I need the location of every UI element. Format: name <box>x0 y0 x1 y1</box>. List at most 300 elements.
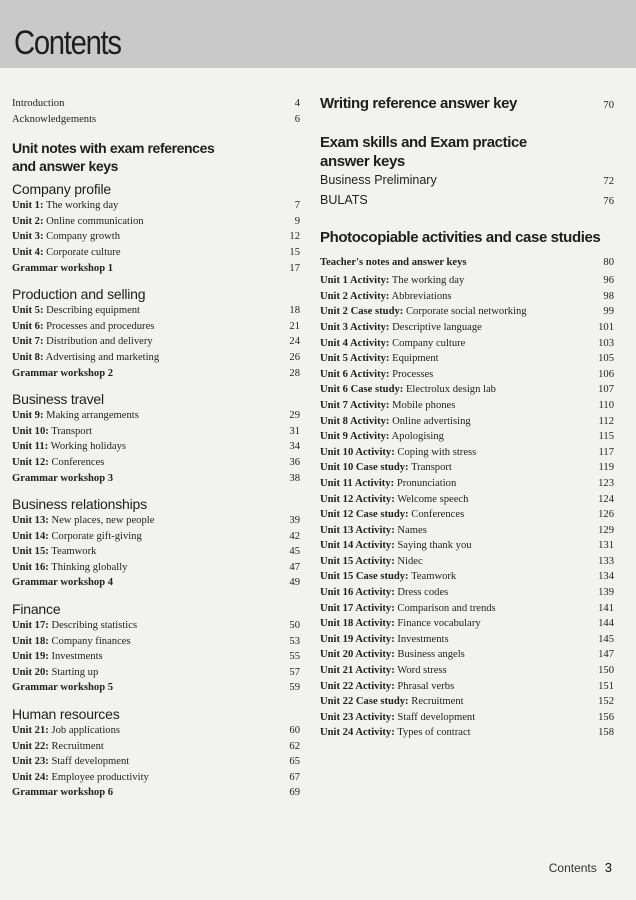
entry-label <box>12 649 103 665</box>
toc-entry[interactable] <box>320 289 614 305</box>
toc-entry[interactable] <box>320 523 614 539</box>
toc-entry-grammar-workshop[interactable] <box>12 575 300 591</box>
entry-title: Corporate gift-giving <box>51 530 142 542</box>
unit-number: Unit 7: <box>12 336 44 348</box>
entry-page: 4 <box>294 98 300 109</box>
heading-line: Unit notes with exam references <box>12 140 215 157</box>
entry-label <box>12 529 142 545</box>
toc-entry[interactable] <box>12 198 300 214</box>
unit-number: Unit 12: <box>12 456 49 468</box>
toc-entry[interactable] <box>12 634 300 650</box>
toc-entry[interactable] <box>12 319 300 335</box>
entry-title: Company finances <box>51 635 131 647</box>
entry-page: 24 <box>289 336 300 348</box>
entry-page: 106 <box>598 368 614 380</box>
toc-entry-grammar-workshop[interactable] <box>12 261 300 277</box>
toc-entry[interactable] <box>12 439 300 455</box>
toc-entry[interactable] <box>320 304 614 320</box>
entry-label <box>12 634 131 650</box>
toc-entry[interactable] <box>320 320 614 336</box>
entry-label <box>12 439 126 455</box>
entry-label <box>320 710 475 726</box>
entry-page: 117 <box>598 446 614 458</box>
entry-title: Transport <box>51 425 93 437</box>
unit-activity-label: Unit 17 Activity: <box>320 602 395 614</box>
toc-entry[interactable] <box>320 398 614 414</box>
entry-label <box>320 382 496 398</box>
unit-number: Unit 8: <box>12 351 44 363</box>
entry-title: New places, new people <box>51 515 155 527</box>
entry-label <box>12 665 98 681</box>
toc-entry[interactable] <box>320 694 614 710</box>
unit-number: Unit 6: <box>12 320 44 332</box>
unit-activity-label: Unit 4 Activity: <box>320 337 390 349</box>
entry-label <box>320 601 496 617</box>
unit-number: Unit 4: <box>12 246 44 258</box>
entry-title: Employee productivity <box>51 771 149 783</box>
entry-page: 115 <box>598 431 614 443</box>
entry-title: Staff development <box>397 711 476 723</box>
entry-title: Transport <box>411 462 452 474</box>
entry-page: 151 <box>598 680 614 692</box>
unit-number: Unit 3: <box>12 231 44 243</box>
entry-page: 112 <box>598 415 614 427</box>
entry-page: 80 <box>603 256 614 268</box>
unit-number: Unit 5: <box>12 305 44 317</box>
entry-label <box>12 303 140 319</box>
toc-entry[interactable] <box>320 725 614 741</box>
unit-activity-label: Unit 1 Activity: <box>320 275 390 287</box>
toc-entry[interactable] <box>320 554 614 570</box>
entry-page: 96 <box>603 275 614 287</box>
entry-page: 98 <box>603 290 614 302</box>
unit-group <box>12 705 300 801</box>
section-heading-exam <box>320 133 614 171</box>
entry-label <box>12 560 127 576</box>
toc-entry-writing-key[interactable] <box>320 94 614 114</box>
group-title: Business travel <box>12 391 104 408</box>
toc-entry[interactable] <box>12 214 300 230</box>
toc-entry[interactable] <box>12 529 300 545</box>
toc-entry[interactable] <box>12 245 300 261</box>
toc-entry[interactable] <box>320 632 614 648</box>
entry-title: Working holidays <box>50 441 127 453</box>
page-number: 3 <box>604 860 612 875</box>
entry-label <box>320 445 476 461</box>
unit-groups <box>12 175 300 801</box>
entry-label <box>320 554 423 570</box>
entry-title: Coping with stress <box>397 446 477 458</box>
entry-label <box>320 694 464 710</box>
entry-page: 49 <box>289 577 300 589</box>
entry-page: 69 <box>289 787 300 799</box>
toc-entry-teachers-notes[interactable] <box>320 255 614 271</box>
entry-page: 38 <box>289 472 300 484</box>
entry-page: 36 <box>289 456 300 468</box>
toc-entry[interactable] <box>12 723 300 739</box>
heading-line: answer keys <box>320 152 405 170</box>
entry-title: Corporate culture <box>46 246 121 258</box>
entry-label <box>12 513 154 529</box>
entry-page: 119 <box>598 462 614 474</box>
page-title: Contents <box>14 24 121 62</box>
entry-label: Acknowledgements <box>12 113 97 125</box>
entry-page: 45 <box>289 546 300 558</box>
toc-entry[interactable] <box>320 679 614 695</box>
unit-activity-label: Unit 18 Activity: <box>320 618 395 630</box>
entry-label <box>12 455 104 471</box>
unit-activity-label: Unit 22 Case study: <box>320 696 409 708</box>
unit-activity-label: Unit 15 Case study: <box>320 571 409 583</box>
unit-activity-label: Unit 23 Activity: <box>320 711 395 723</box>
toc-entry[interactable] <box>12 739 300 755</box>
entry-label <box>320 476 456 492</box>
entry-title: Conferences <box>51 456 105 468</box>
entry-label <box>320 429 444 445</box>
entry-title: Online communication <box>46 215 144 227</box>
unit-number: Unit 23: <box>12 756 49 768</box>
unit-activity-label: Unit 6 Activity: <box>320 368 390 380</box>
entry-label: Grammar workshop 1 <box>12 262 114 274</box>
unit-number: Unit 21: <box>12 725 49 737</box>
entry-page: 126 <box>598 509 614 521</box>
toc-entry[interactable] <box>320 647 614 663</box>
entry-title: Starting up <box>51 666 99 678</box>
entry-page: 67 <box>289 771 300 783</box>
section-heading-unit-notes <box>12 139 300 175</box>
toc-entry[interactable] <box>320 663 614 679</box>
unit-activity-label: Unit 12 Case study: <box>320 509 409 521</box>
entry-page: 12 <box>289 231 300 243</box>
entry-label <box>320 632 449 648</box>
entry-page: 6 <box>294 113 300 125</box>
toc-entry-grammar-workshop[interactable] <box>12 785 300 801</box>
entry-page: 7 <box>294 200 300 212</box>
unit-activity-label: Unit 20 Activity: <box>320 649 395 661</box>
entry-title: Teamwork <box>51 546 97 558</box>
entry-page: 147 <box>598 649 614 661</box>
unit-activity-label: Unit 13 Activity: <box>320 524 395 536</box>
entry-page: 34 <box>289 441 300 453</box>
entry-title: Investments <box>51 651 103 663</box>
intro-list <box>12 96 300 127</box>
activity-list <box>320 273 614 741</box>
entry-label <box>320 569 456 585</box>
unit-group <box>12 285 300 381</box>
entry-page: 103 <box>598 337 614 349</box>
left-column <box>12 96 300 801</box>
unit-number: Unit 22: <box>12 740 49 752</box>
toc-entry[interactable] <box>320 382 614 398</box>
entry-page: 57 <box>289 666 300 678</box>
entry-label <box>12 618 137 634</box>
entry-title: Describing statistics <box>51 620 138 632</box>
entry-label <box>12 245 121 261</box>
entry-title: Nidec <box>397 555 423 567</box>
unit-activity-label: Unit 11 Activity: <box>320 477 395 489</box>
entry-title: The working day <box>45 200 119 212</box>
toc-entry[interactable] <box>12 770 300 786</box>
toc-entry[interactable] <box>12 303 300 319</box>
unit-number: Unit 17: <box>12 620 49 632</box>
entry-label <box>12 198 118 214</box>
entry-label <box>12 334 153 350</box>
section-heading-photocopiable: Photocopiable activities and case studies <box>320 228 601 246</box>
entry-page: 39 <box>289 515 300 527</box>
entry-page: 110 <box>598 399 614 411</box>
entry-page: 55 <box>289 651 300 663</box>
toc-entry[interactable] <box>12 424 300 440</box>
toc-entry[interactable] <box>320 460 614 476</box>
entry-title: Names <box>397 524 427 536</box>
entry-title: Apologising <box>391 431 444 443</box>
unit-activity-label: Unit 24 Activity: <box>320 727 395 739</box>
entry-title: Online advertising <box>392 415 471 427</box>
entry-title: Mobile phones <box>392 399 456 411</box>
toc-entry[interactable] <box>12 229 300 245</box>
entry-page: 28 <box>289 367 300 379</box>
toc-entry[interactable] <box>320 336 614 352</box>
entry-page: 31 <box>289 425 300 437</box>
entry-label <box>12 754 129 770</box>
entry-title: Processes <box>392 368 434 380</box>
entry-label <box>320 304 527 320</box>
entry-title: Recruitment <box>51 740 104 752</box>
group-title: Business relationships <box>12 496 147 513</box>
entry-page: 131 <box>598 540 614 552</box>
entry-page: 123 <box>598 477 614 489</box>
entry-label <box>320 647 465 663</box>
unit-number: Unit 16: <box>12 561 49 573</box>
entry-page: 53 <box>289 635 300 647</box>
entry-label <box>320 460 452 476</box>
entry-label <box>320 507 464 523</box>
unit-activity-label: Unit 22 Activity: <box>320 680 395 692</box>
entry-label <box>320 585 448 601</box>
unit-number: Unit 24: <box>12 771 49 783</box>
entry-label <box>320 367 433 383</box>
toc-entry[interactable] <box>12 408 300 424</box>
entry-label <box>320 663 447 679</box>
entry-label <box>320 351 439 367</box>
entry-page: 72 <box>603 175 614 187</box>
entry-label <box>12 739 104 755</box>
unit-activity-label: Unit 3 Activity: <box>320 321 390 333</box>
unit-number: Unit 19: <box>12 651 49 663</box>
entry-label <box>12 770 149 786</box>
toc-entry[interactable] <box>320 367 614 383</box>
toc-entry[interactable] <box>320 601 614 617</box>
entry-page: 99 <box>603 306 614 318</box>
entry-title: Word stress <box>397 665 447 677</box>
entry-page: 156 <box>598 711 614 723</box>
toc-entry[interactable] <box>320 616 614 632</box>
entry-label <box>320 538 472 554</box>
entry-page: 141 <box>598 602 614 614</box>
entry-title: Equipment <box>392 353 439 365</box>
entry-title: Abbreviations <box>391 290 452 302</box>
entry-label: Grammar workshop 3 <box>12 472 114 484</box>
toc-entry[interactable] <box>320 585 614 601</box>
unit-activity-label: Unit 6 Case study: <box>320 384 404 396</box>
toc-entry[interactable] <box>12 665 300 681</box>
unit-number: Unit 11: <box>12 441 49 453</box>
entry-title: Business angels <box>397 649 465 661</box>
entry-label <box>320 320 482 336</box>
toc-entry-grammar-workshop[interactable] <box>12 680 300 696</box>
entry-page: 17 <box>289 262 300 274</box>
entry-page: 50 <box>289 620 300 632</box>
toc-entry[interactable] <box>12 513 300 529</box>
toc-entry[interactable] <box>320 710 614 726</box>
toc-entry[interactable] <box>12 618 300 634</box>
entry-page: 139 <box>598 587 614 599</box>
toc-entry[interactable] <box>320 191 614 211</box>
entry-label <box>12 319 154 335</box>
unit-number: Unit 10: <box>12 425 49 437</box>
entry-label <box>320 679 454 695</box>
unit-number: Unit 2: <box>12 215 44 227</box>
unit-number: Unit 9: <box>12 410 44 422</box>
entry-page: 65 <box>289 756 300 768</box>
group-title: Human resources <box>12 706 120 723</box>
entry-title: Investments <box>397 633 449 645</box>
toc-entry[interactable] <box>320 507 614 523</box>
entry-page: 129 <box>598 524 614 536</box>
entry-page: 158 <box>598 727 614 739</box>
toc-entry[interactable] <box>320 569 614 585</box>
unit-activity-label: Unit 8 Activity: <box>320 415 390 427</box>
unit-activity-label: Unit 15 Activity: <box>320 555 395 567</box>
toc-entry[interactable] <box>12 649 300 665</box>
entry-label <box>320 492 468 508</box>
entry-page: 105 <box>598 353 614 365</box>
entry-page: 62 <box>289 740 300 752</box>
toc-entry-grammar-workshop[interactable] <box>12 471 300 487</box>
entry-page: 29 <box>289 410 300 422</box>
entry-page: 60 <box>289 725 300 737</box>
unit-activity-label: Unit 7 Activity: <box>320 399 390 411</box>
group-title: Company profile <box>12 181 111 198</box>
footer-label: Contents <box>548 861 597 875</box>
right-column <box>320 96 614 741</box>
unit-group <box>12 495 300 591</box>
entry-label <box>12 424 92 440</box>
entry-title: Finance vocabulary <box>397 618 481 630</box>
unit-activity-label: Unit 5 Activity: <box>320 353 390 365</box>
entry-title: Welcome speech <box>397 493 469 505</box>
entry-label <box>320 289 452 305</box>
toc-entry[interactable] <box>12 544 300 560</box>
toc-entry[interactable] <box>320 492 614 508</box>
entry-title: Descriptive language <box>392 321 482 333</box>
entry-title: Pronunciation <box>396 477 457 489</box>
unit-activity-label: Unit 19 Activity: <box>320 633 395 645</box>
unit-activity-label: Unit 21 Activity: <box>320 665 395 677</box>
entry-page: 18 <box>289 305 300 317</box>
entry-label <box>320 725 471 741</box>
heading-line: and answer keys <box>12 158 119 175</box>
entry-page: 21 <box>289 320 300 332</box>
unit-number: Unit 18: <box>12 635 49 647</box>
entry-title: Phrasal verbs <box>397 680 455 692</box>
entry-title: Company growth <box>46 231 121 243</box>
entry-title: Company culture <box>392 337 466 349</box>
entry-title: Teamwork <box>411 571 457 583</box>
entry-page: 26 <box>289 351 300 363</box>
unit-number: Unit 20: <box>12 666 49 678</box>
entry-title: Describing equipment <box>46 305 141 317</box>
entry-page: 107 <box>598 384 614 396</box>
entry-label <box>12 350 159 366</box>
toc-entry[interactable] <box>12 560 300 576</box>
entry-label: Teacher's notes and answer keys <box>320 256 467 268</box>
entry-label <box>320 336 465 352</box>
group-title: Production and selling <box>12 286 146 303</box>
entry-page: 101 <box>598 321 614 333</box>
toc-entry[interactable] <box>12 112 300 128</box>
entry-label <box>320 398 455 414</box>
toc-entry[interactable] <box>320 273 614 289</box>
entry-label <box>12 214 144 230</box>
unit-activity-label: Unit 16 Activity: <box>320 587 395 599</box>
entry-page: 59 <box>289 682 300 694</box>
toc-entry[interactable] <box>12 754 300 770</box>
entry-title: The working day <box>391 275 465 287</box>
unit-group <box>12 600 300 696</box>
toc-entry[interactable] <box>320 414 614 430</box>
entry-page: 144 <box>598 618 614 630</box>
toc-entry[interactable] <box>12 455 300 471</box>
toc-entry[interactable] <box>320 445 614 461</box>
entry-label <box>12 229 120 245</box>
toc-entry[interactable] <box>320 351 614 367</box>
entry-label: BULATS <box>320 192 368 207</box>
entry-title: Saying thank you <box>397 540 472 552</box>
entry-page: 152 <box>598 696 614 708</box>
toc-entry[interactable] <box>320 171 614 191</box>
entry-page: 47 <box>289 561 300 573</box>
toc-entry[interactable] <box>12 350 300 366</box>
entry-title: Processes and procedures <box>46 320 155 332</box>
unit-activity-label: Unit 10 Activity: <box>320 446 395 458</box>
entry-title: Conferences <box>411 509 465 521</box>
entry-title: Comparison and trends <box>397 602 496 614</box>
entry-label <box>320 273 464 289</box>
toc-entry[interactable] <box>320 429 614 445</box>
unit-group <box>12 180 300 276</box>
entry-title: Types of contract <box>397 727 471 739</box>
unit-activity-label: Unit 14 Activity: <box>320 540 395 552</box>
unit-number: Unit 13: <box>12 515 49 527</box>
toc-entry[interactable] <box>12 96 300 112</box>
entry-page: 134 <box>598 571 614 583</box>
toc-entry[interactable] <box>320 538 614 554</box>
unit-activity-label: Unit 12 Activity: <box>320 493 395 505</box>
toc-entry-grammar-workshop[interactable] <box>12 366 300 382</box>
entry-label <box>320 414 471 430</box>
toc-entry[interactable] <box>320 476 614 492</box>
entry-label <box>12 723 120 739</box>
toc-entry[interactable] <box>12 334 300 350</box>
unit-activity-label: Unit 9 Activity: <box>320 431 390 443</box>
entry-label: Introduction <box>12 98 65 109</box>
entry-label <box>320 523 427 539</box>
entry-page: 150 <box>598 665 614 677</box>
entry-title: Staff development <box>51 756 130 768</box>
entry-page: 124 <box>598 493 614 505</box>
entry-label: Grammar workshop 6 <box>12 787 114 799</box>
